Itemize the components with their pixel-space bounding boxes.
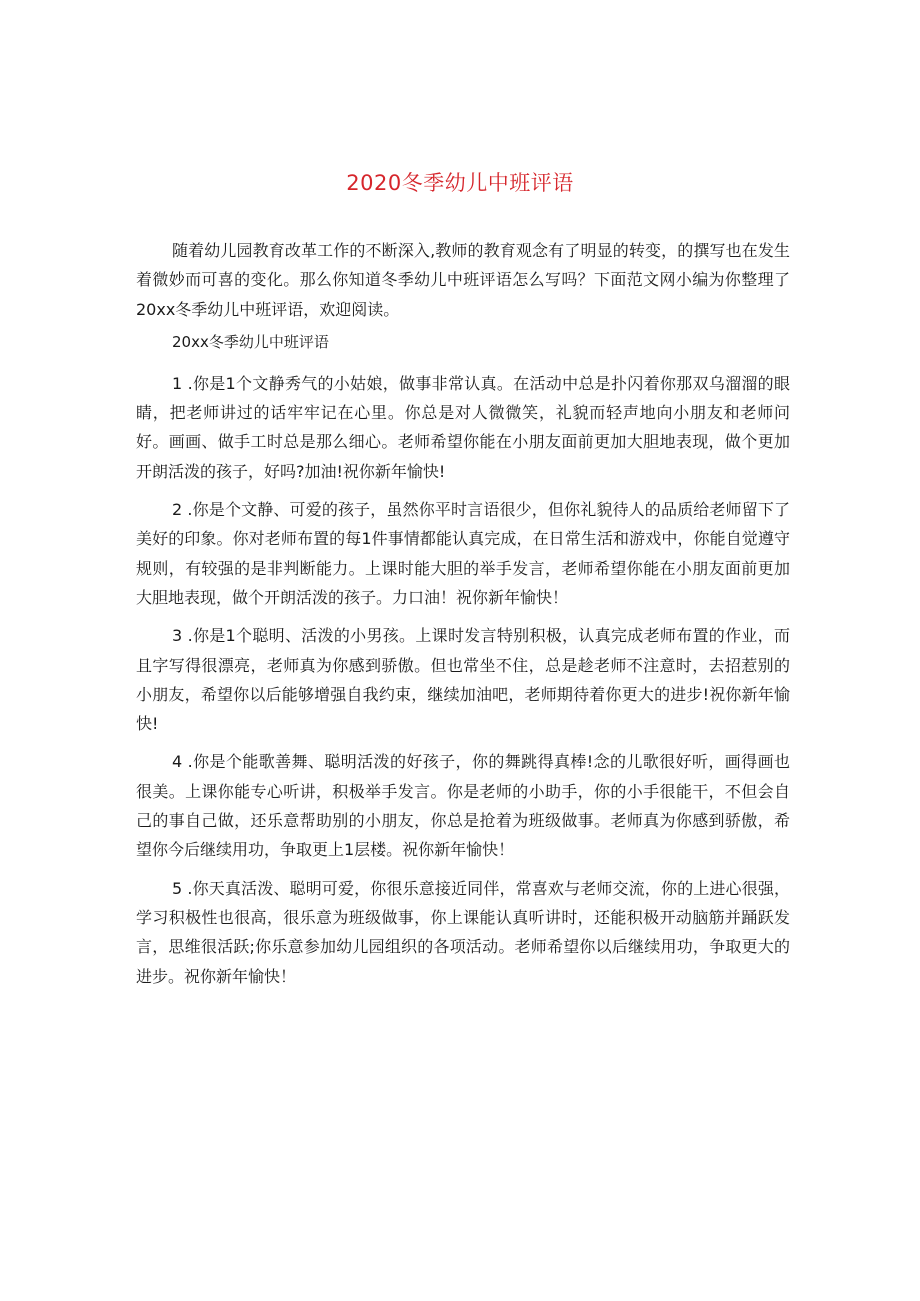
document-body bbox=[136, 236, 790, 1000]
comment-item-5: 5 .你天真活泼、聪明可爱，你很乐意接近同伴，常喜欢与老师交流，你的上进心很强，学习积极性也很高，很乐意为班级做事，你上课能认真听讲时，还能积极开动脑筋并踊跃发言，思维很活跃;你乐意参加幼儿园组织的各项活动。老师希望你以后继续用功，争取更大的进步。祝你新年愉快！ bbox=[136, 878, 790, 986]
section-subheading: 20xx冬季幼儿中班评语 bbox=[172, 332, 329, 351]
comment-item-1: 1 .你是1个文静秀气的小姑娘，做事非常认真。在活动中总是扑闪着你那双乌溜溜的眼睛，把老师讲过的话牢牢记在心里。你总是对人微微笑，礼貌而轻声地向小朋友和老师问好。画画、做手工时总是那么细心。老师希望你能在小朋友面前更加大胆地表现，做个更加开朗活泼的孩子，好吗?加油!祝你新年愉快! bbox=[136, 373, 790, 481]
document-title: 2020冬季幼儿中班评语 bbox=[346, 171, 574, 195]
intro-paragraph: 随着幼儿园教育改革工作的不断深入,教师的教育观念有了明显的转变，的撰写也在发生着微妙而可喜的变化。那么你知道冬季幼儿中班评语怎么写吗？下面范文网小编为你整理了20xx冬季幼儿中班评语，欢迎阅读。 bbox=[136, 241, 790, 319]
comment-item-4: 4 .你是个能歌善舞、聪明活泼的好孩子，你的舞跳得真棒!念的儿歌很好听，画得画也很美。上课你能专心听讲，积极举手发言。你是老师的小助手，你的小手很能干，不但会自己的事自己做，还乐意帮助别的小朋友，你总是抢着为班级做事。老师真为你感到骄傲，希望你今后继续用功，争取更上1层楼。祝你新年愉快！ bbox=[136, 752, 790, 860]
comment-item-2: 2 .你是个文静、可爱的孩子，虽然你平时言语很少，但你礼貌待人的品质给老师留下了美好的印象。你对老师布置的每1件事情都能认真完成，在日常生活和游戏中，你能自觉遵守规则，有较强的是非判断能力。上课时能大胆的举手发言，老师希望你能在小朋友面前更加大胆地表现，做个开朗活泼的孩子。力口油！祝你新年愉快！ bbox=[136, 500, 790, 607]
comment-item-3: 3 .你是1个聪明、活泼的小男孩。上课时发言特别积极，认真完成老师布置的作业，而且字写得很漂亮，老师真为你感到骄傲。但也常坐不住，总是趁老师不注意时，去招惹别的小朋友，希望你以后能够增强自我约束，继续加油吧，老师期待着你更大的进步!祝你新年愉快! bbox=[136, 626, 790, 734]
